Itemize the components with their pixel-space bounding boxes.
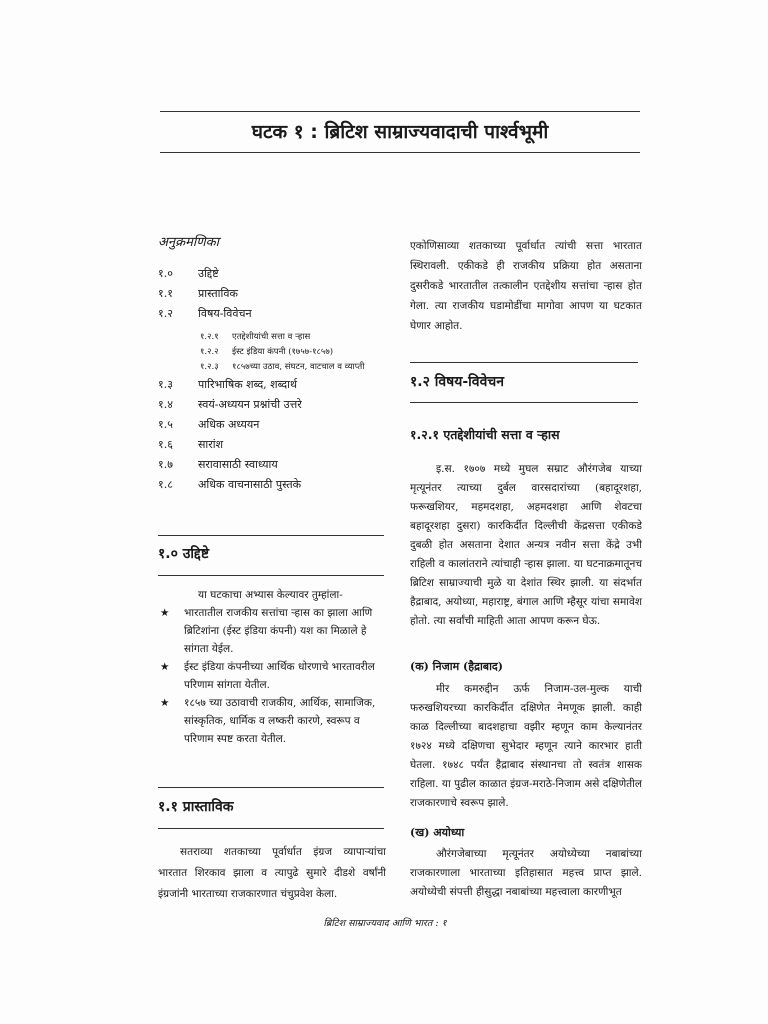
right-paragraph-4: औरंगजेबाच्या मृत्यूनंतर अयोध्येच्या नबाबांच्या राजकारणाला भारताच्या इतिहासात महत्त्व प्राप्त झाले. अयोध्येची संपत्ती हीसुद्धा नबाबांच्या महत्त्वाला कारणीभूत bbox=[410, 848, 642, 898]
left-column bbox=[158, 232, 388, 495]
right-paragraph-3: मीर कमरुद्दीन ऊर्फ निजाम-उल-मुल्क याची फरुखशियरच्या कारकिर्दीत दक्षिणेत नेमणूक झाली. काही काळ दिल्लीच्या बादशहाचा वझीर म्हणून काम केल्यानंतर १७२४ मध्ये दक्षिणचा सुभेदार म्हणून त्याने कारभार हाती घेतला. १७४८ पर्यंत हैद्राबाद संस्थानचा तो स्वतंत्र शासक राहिला. या पुढील काळात इंग्रज-मराठे-निजाम असे दक्षिणेतील राजकारणाचे स्वरूप झाले. bbox=[410, 683, 642, 809]
objective-bullet: ★ १८५७ च्या उठावाची राजकीय, आर्थिक, सामाजिक, सांस्कृतिक, धार्मिक व लष्करी कारणे, स्वरूप व परिणाम स्पष्ट करता येतील. bbox=[160, 694, 386, 748]
toc-subitem: १.२.१ एतद्देशीयांची सत्ता व ऱ्हास bbox=[200, 332, 311, 342]
intro-rule-bottom bbox=[158, 828, 384, 829]
section-rule-bottom bbox=[410, 402, 638, 403]
toc-heading: अनुक्रमणिका bbox=[158, 235, 220, 250]
right-paragraph-2: इ.स. १७०७ मध्ये मुघल सम्राट औरंगजेब याच्या मृत्यूनंतर त्याच्या दुर्बल वारसदारांच्या (बहादूरशहा, फरूखशियर, महमदशहा, अहमदशहा आणि शेवटचा बहादूरशहा दुसरा) कारकिर्दीत दिल्लीची केंद्रसत्ता एकीकडे दुबळी होत असताना देशात अन्यत्र नवीन सत्ता केंद्रे उभी राहिली व कालांतराने त्यांचाही ऱ्हास झाला. या घटनाक्रमातूनच ब्रिटिश साम्राज्याची मुळे या देशांत स्थिर झाली. या संदर्भात हैद्राबाद, अयोध्या, महाराष्ट्र, बंगाल आणि म्हैसूर यांचा समावेश होतो. त्या सर्वांची माहिती आता आपण करून घेऊ. bbox=[410, 463, 642, 627]
toc-item: १.० उद्दिष्टे bbox=[158, 267, 219, 280]
objectives-rule-top bbox=[158, 535, 384, 536]
section-heading: १.२ विषय-विवेचन bbox=[410, 374, 505, 390]
toc-subitem: १.२.२ ईस्ट इंडिया कंपनी (१७५७-१८५७) bbox=[200, 347, 334, 357]
star-icon: ★ bbox=[160, 607, 170, 619]
toc-item: १.६ सारांश bbox=[158, 438, 224, 451]
toc-item: १.८ अधिक वाचनासाठी पुस्तके bbox=[158, 478, 302, 491]
nizam-heading: (क) निजाम (हैद्राबाद) bbox=[410, 660, 503, 673]
intro-paragraph: सतराव्या शतकाच्या पूर्वार्धात इंग्रज व्यापाऱ्यांचा भारतात शिरकाव झाला व त्यापुढे सुमारे दीडशे वर्षांनी इंग्रजांनी भारताच्या राजकारणात चंचुप्रवेश केला. bbox=[158, 846, 386, 900]
ayodhya-heading: (ख) अयोध्या bbox=[410, 826, 465, 839]
objectives-heading: १.० उद्दिष्टे bbox=[158, 546, 210, 562]
toc-item: १.५ अधिक अध्ययन bbox=[158, 418, 260, 431]
intro-rule-top bbox=[158, 787, 384, 788]
star-icon: ★ bbox=[160, 697, 170, 709]
star-icon: ★ bbox=[160, 661, 170, 673]
section-rule-top bbox=[410, 362, 638, 363]
intro-heading: १.१ प्रास्ताविक bbox=[158, 799, 234, 815]
subsection-heading: १.२.१ एतद्देशीयांची सत्ता व ऱ्हास bbox=[410, 427, 560, 442]
toc-list bbox=[158, 264, 388, 495]
objective-bullet: ★ भारतातील राजकीय सत्तांचा ऱ्हास का झाला आणि ब्रिटिशांना (ईस्ट इंडिया कंपनी) यश का मिळाले हे सांगता येईल. bbox=[160, 604, 386, 658]
title-rule-bottom bbox=[160, 152, 640, 153]
toc-item: १.४ स्वयं-अध्ययन प्रश्नांची उत्तरे bbox=[158, 398, 302, 411]
objectives-block bbox=[160, 586, 386, 748]
right-paragraph-1: एकोणिसाव्या शतकाच्या पूर्वार्धात त्यांची सत्ता भारतात स्थिरावली. एकीकडे ही राजकीय प्रक्रिया होत असताना दुसरीकडे भारतातील तत्कालीन एतद्देशीय सत्तांचा ऱ्हास होत गेला. त्या राजकीय घडामोडींचा मागोवा आपण या घटकात घेणार आहोत. bbox=[410, 240, 642, 332]
toc-item: १.१ प्रास्ताविक bbox=[158, 287, 238, 300]
objectives-intro: या घटकाचा अभ्यास केल्यावर तुम्हांला- bbox=[198, 589, 343, 601]
objective-bullet: ★ ईस्ट इंडिया कंपनीच्या आर्थिक धोरणाचे भारतावरील परिणाम सांगता येतील. bbox=[160, 658, 386, 694]
toc-item: १.२ विषय-विवेचन bbox=[158, 307, 252, 320]
objectives-rule-bottom bbox=[158, 575, 384, 576]
right-column bbox=[410, 236, 642, 336]
page-footer: ब्रिटिश साम्राज्यवाद आणि भारत : १ bbox=[323, 918, 447, 929]
toc-item: १.७ सरावासाठी स्वाध्याय bbox=[158, 458, 278, 471]
toc-item: १.३ पारिभाषिक शब्द, शब्दार्थ bbox=[158, 378, 298, 391]
toc-subitem: १.२.३ १८५७च्या उठाव, संघटन, वाटचाल व व्याप्ती bbox=[200, 362, 365, 372]
page-title: घटक १ : ब्रिटिश साम्राज्यवादाची पार्श्वभूमी bbox=[251, 121, 549, 143]
